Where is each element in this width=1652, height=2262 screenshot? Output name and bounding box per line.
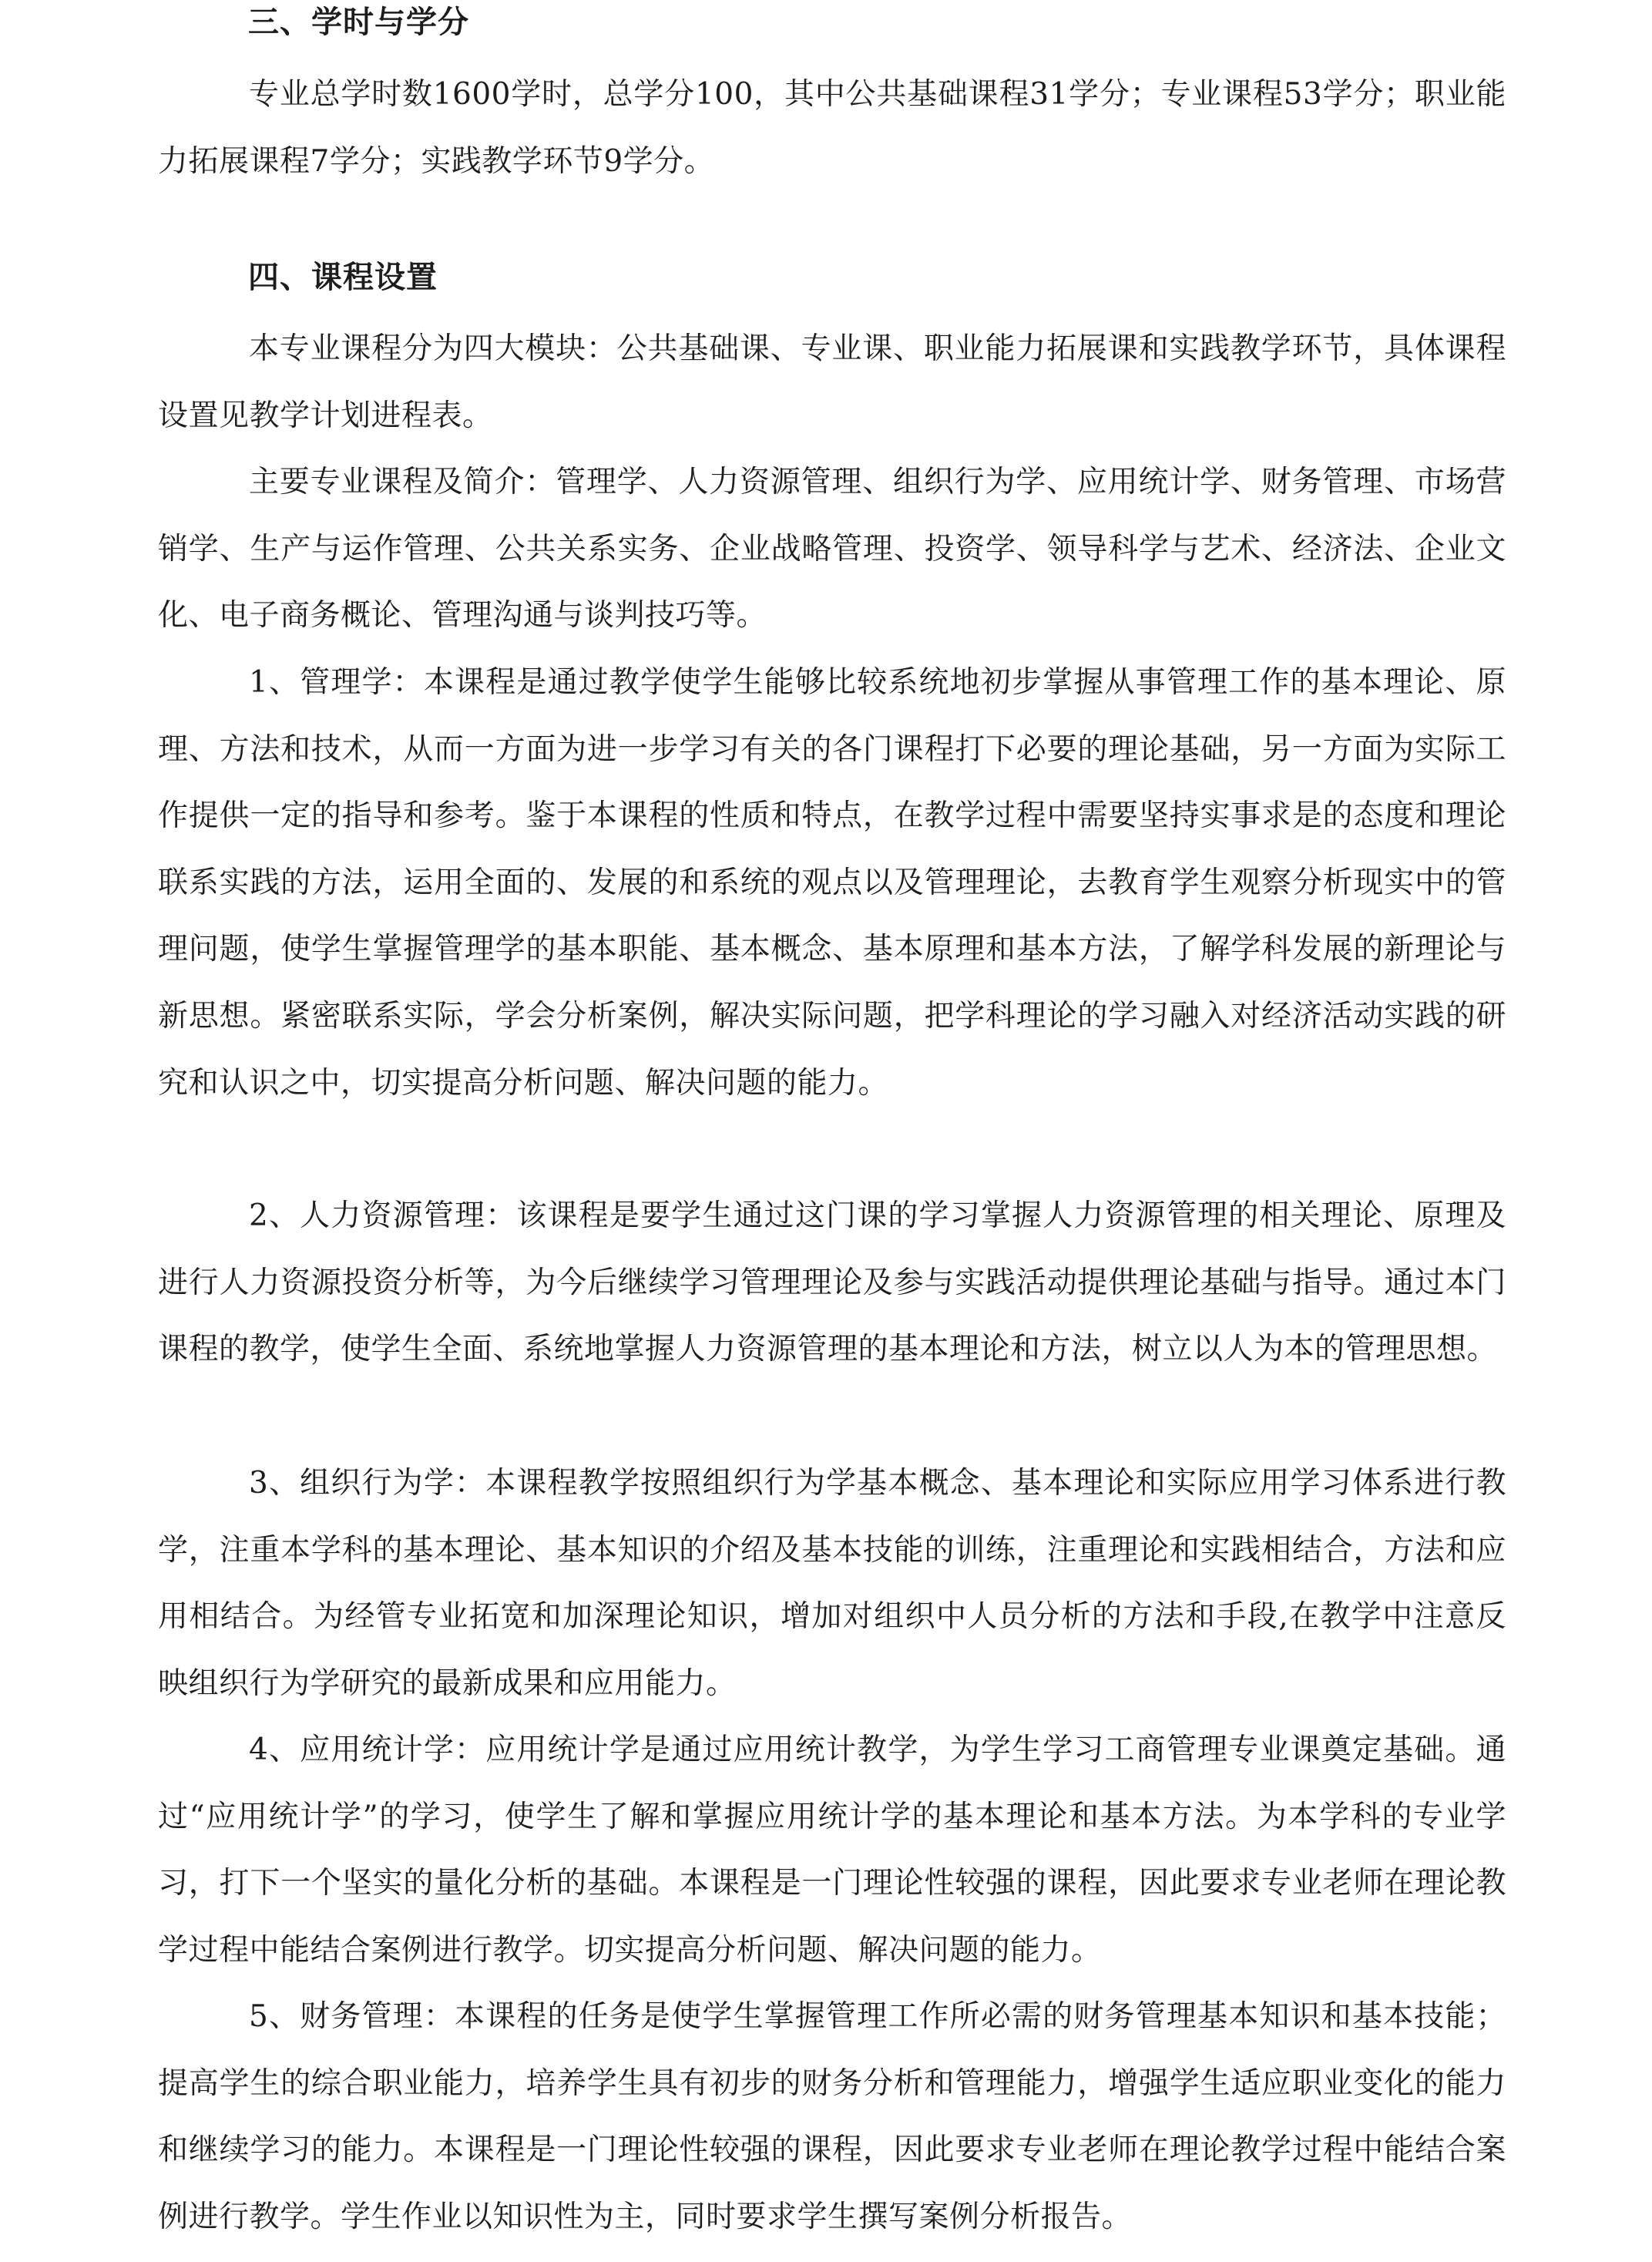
section-heading-courses: 四、课程设置	[248, 260, 438, 295]
course-description-financial-management: 5、财务管理：本课程的任务是使学生掌握管理工作所必需的财务管理基本知识和基本技能；提高学生的综合职业能力，培养学生具有初步的财务分析和管理能力，增强学生适应职业变化的能力和继续学习的能力。本课程是一门理论性较强的课程，因此要求专业老师在理论教学过程中能结合案例进行教学。学生作业以知识性为主，同时要求学生撰写案例分析报告。	[158, 1999, 1506, 2234]
main-courses-paragraph: 主要专业课程及简介：管理学、人力资源管理、组织行为学、应用统计学、财务管理、市场营销学、生产与运作管理、公共关系实务、企业战略管理、投资学、领导科学与艺术、经济法、企业文化、电子商务概论、管理沟通与谈判技巧等。	[158, 465, 1506, 634]
course-description-human-resources: 2、人力资源管理：该课程是要学生通过这门课的学习掌握人力资源管理的相关理论、原理及进行人力资源投资分析等，为今后继续学习管理理论及参与实践活动提供理论基础与指导。通过本门课程的教学，使学生全面、系统地掌握人力资源管理的基本理论和方法，树立以人为本的管理思想。	[158, 1198, 1506, 1367]
course-description-management: 1、管理学：本课程是通过教学使学生能够比较系统地初步掌握从事管理工作的基本理论、原理、方法和技术，从而一方面为进一步学习有关的各门课程打下必要的理论基础，另一方面为实际工作提供一定的指导和参考。鉴于本课程的性质和特点，在教学过程中需要坚持实事求是的态度和理论联系实践的方法，运用全面的、发展的和系统的观点以及管理理论，去教育学生观察分析现实中的管理问题，使学生掌握管理学的基本职能、基本概念、基本原理和基本方法，了解学科发展的新理论与新思想。紧密联系实际，学会分析案例，解决实际问题，把学科理论的学习融入对经济活动实践的研究和认识之中，切实提高分析问题、解决问题的能力。	[158, 665, 1506, 1101]
course-description-organizational-behavior: 3、组织行为学：本课程教学按照组织行为学基本概念、基本理论和实际应用学习体系进行教学，注重本学科的基本理论、基本知识的介绍及基本技能的训练，注重理论和实践相结合，方法和应用相结合。为经管专业拓宽和加深理论知识，增加对组织中人员分析的方法和手段,在教学中注意反映组织行为学研究的最新成果和应用能力。	[158, 1466, 1506, 1701]
course-description-applied-statistics: 4、应用统计学：应用统计学是通过应用统计教学，为学生学习工商管理专业课奠定基础。通过“应用统计学”的学习，使学生了解和掌握应用统计学的基本理论和基本方法。为本学科的专业学习，打下一个坚实的量化分析的基础。本课程是一门理论性较强的课程，因此要求专业老师在理论教学过程中能结合案例进行教学。切实提高分析问题、解决问题的能力。	[158, 1733, 1506, 1968]
courses-intro-paragraph: 本专业课程分为四大模块：公共基础课、专业课、职业能力拓展课和实践教学环节，具体课程设置见教学计划进程表。	[158, 331, 1506, 433]
section-heading-credits: 三、学时与学分	[248, 5, 469, 40]
credits-paragraph: 专业总学时数1600学时，总学分100，其中公共基础课程31学分；专业课程53学分；职业能力拓展课程7学分；实践教学环节9学分。	[158, 77, 1506, 179]
